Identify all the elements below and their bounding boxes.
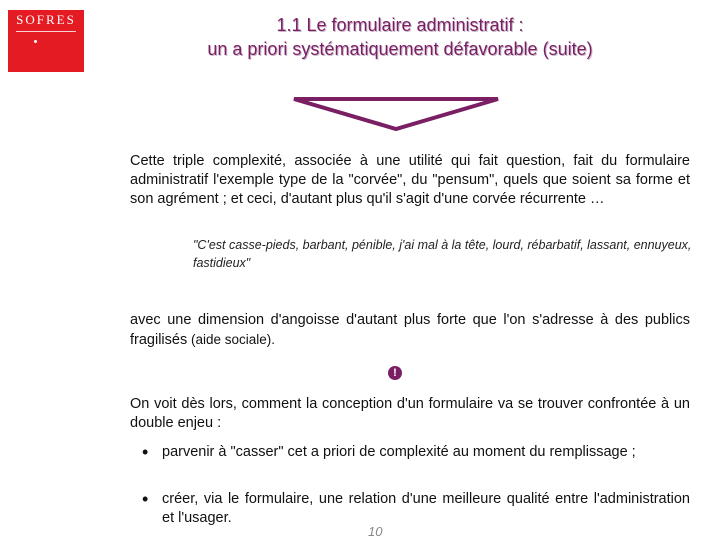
title-line-1: 1.1 Le formulaire administratif : <box>276 15 524 35</box>
company-logo <box>8 10 84 72</box>
paragraph-3: On voit dès lors, comment la conception d'un formulaire va se trouver confrontée à un double enjeu : <box>130 396 690 431</box>
paragraph-2 <box>130 311 690 350</box>
logo-rule <box>16 31 76 32</box>
page-number: 10 <box>368 524 383 539</box>
down-arrow-icon <box>290 96 502 134</box>
slide-title <box>130 13 670 61</box>
logo-text: SOFRES <box>16 12 76 27</box>
paragraph-1: Cette triple complexité, associée à une utilité qui fait question, fait du formulaire administratif l'exemple type de la "corvée", du "pensum", quels que soient sa forme et son agrément ; et ceci, d'autant plus qu'il s'agit d'une corvée récurrente … <box>130 153 690 207</box>
bullet-icon: • <box>142 442 149 462</box>
exclamation-icon: ! <box>388 366 402 380</box>
bullet-item-1: parvenir à "casser" cet a priori de complexité au moment du remplissage ; <box>162 444 636 460</box>
bullet-icon: • <box>142 489 149 509</box>
bullet-item-2: créer, via le formulaire, une relation d'une meilleure qualité entre l'administration et l'usager. <box>162 491 690 526</box>
paragraph-2-aside: (aide sociale). <box>187 332 276 347</box>
paragraph-2-main: avec une dimension d'angoisse d'autant plus forte que l'on s'adresse à des publics fragilisés <box>130 312 690 348</box>
logo-dot <box>34 40 37 43</box>
quote: "C'est casse-pieds, barbant, pénible, j'ai mal à la tête, lourd, rébarbatif, lassant, ennuyeux, fastidieux" <box>193 238 692 270</box>
title-line-2: un a priori systématiquement défavorable (suite) <box>207 39 593 59</box>
